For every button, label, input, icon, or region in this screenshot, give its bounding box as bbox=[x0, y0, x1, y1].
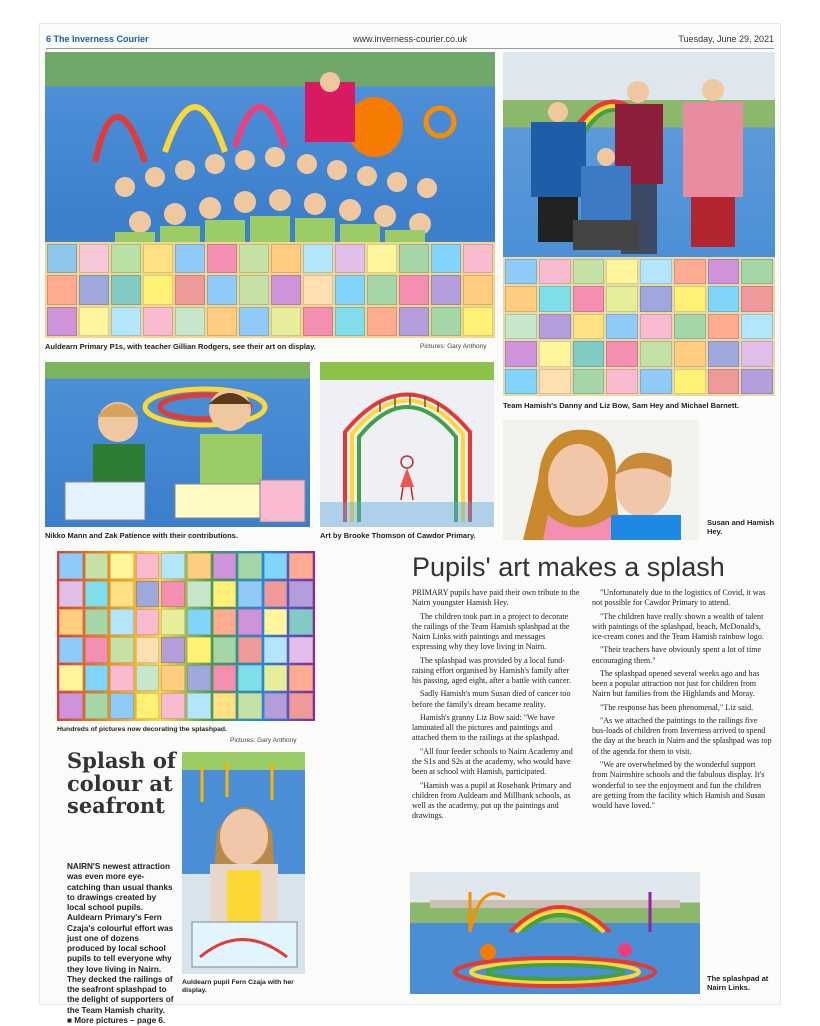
site-url: www.inverness-courier.co.uk bbox=[352, 34, 468, 44]
article-paragraph: "Hamish was a pupil at Rosebank Primary and children from Auldearn and Millbank schools, as well as the academy, put up the paintings and drawings. bbox=[412, 780, 571, 821]
article-paragraph: Sadly Hamish's mum Susan died of cancer too before the family's dream became reality. bbox=[412, 689, 571, 709]
photo-nikko-zak bbox=[45, 362, 310, 527]
kids-scene bbox=[45, 362, 310, 527]
article-paragraph: "Unfortunately due to the logistics of Covid, it was not possible for Cawdor Primary to attend. bbox=[592, 588, 766, 608]
portrait-scene bbox=[503, 420, 699, 540]
page-section: 6 The Inverness Courier bbox=[46, 34, 149, 44]
art-tiles bbox=[45, 242, 495, 338]
caption-photo1: Auldearn Primary P1s, with teacher Gillian Rodgers, see their art on display. bbox=[45, 342, 316, 351]
sidebar-more-link[interactable]: ■ More pictures – page 6. bbox=[67, 1015, 166, 1025]
rainbow-drawing bbox=[320, 362, 494, 527]
sidebar-para: They decked the railings of the seafront splashpad to the delight of supporters of the Team Hamish charity. bbox=[67, 974, 174, 1015]
article-paragraph: The splashpad opened several weeks ago and has been a popular attraction not just for children from Nairn but families from the Highlands and Moray. bbox=[592, 668, 760, 699]
photo-splashpad bbox=[410, 872, 700, 994]
caption-photo5: Susan and Hamish Hey. bbox=[707, 518, 775, 536]
caption-photo3: Nikko Mann and Zak Patience with their contributions. bbox=[45, 531, 238, 540]
article-paragraph: PRIMARY pupils have paid their own tribute to the Nairn youngster Hamish Hey. bbox=[412, 588, 580, 608]
credit-photo6: Pictures: Gary Anthony bbox=[230, 737, 297, 744]
caption-photo7: Auldearn pupil Fern Czaja with her display. bbox=[182, 979, 294, 995]
caption-photo6: Hundreds of pictures now decorating the splashpad. bbox=[57, 726, 227, 733]
article-paragraph: The children took part in a project to decorate the railings of the Team Hamish splashpad at the Nairn Links with paintings and messages expressing why they love living in Nairn. bbox=[412, 611, 570, 652]
article-paragraph: "The children have really shown a wealth of talent with paintings of the splashpad, beach, McDonald's, ice-cream cones and the Team Hamish rainbow logo. bbox=[592, 611, 764, 642]
sidebar-para: NAIRN'S newest attraction was even more eye-catching than usual thanks to drawings created by local school pupils. bbox=[67, 862, 173, 912]
article-paragraph: Hamish's granny Liz Bow said: "We have laminated all the pictures and paintings and attached them to the railings at the splashpad. bbox=[412, 712, 560, 743]
issue-date: Tuesday, June 29, 2021 bbox=[678, 34, 774, 44]
fern-scene bbox=[182, 752, 305, 974]
photo-susan-hamish bbox=[503, 420, 699, 540]
newspaper-page bbox=[40, 24, 780, 1025]
photo-team-hamish bbox=[503, 52, 775, 396]
article-paragraph: "Their teachers have obviously spent a lot of time encouraging them." bbox=[592, 645, 762, 665]
photo-brooke-art bbox=[320, 362, 494, 527]
header-rule bbox=[46, 48, 774, 49]
article-paragraph: "We are overwhelmed by the wonderful support from Nairnshire schools and the fabulous display. It's wonderful to see the enjoyment and fun the children are getting from the facility which Hamish and Susan would have loved." bbox=[592, 759, 766, 811]
article-column-2 bbox=[592, 588, 772, 814]
article-paragraph: "As we attached the paintings to the railings five bus-loads of children from Inverness arrived to spend the day at the beach in Nairn and the splashpad was top of the agenda for them to visit. bbox=[592, 715, 772, 756]
page-header bbox=[46, 34, 774, 48]
article-column-1 bbox=[412, 588, 580, 825]
photo-auldearn-class bbox=[45, 52, 495, 338]
article-paragraph: The splashpad was provided by a local fund-raising effort organised by Hamish's family after his passing, aged eight, after a battle with cancer. bbox=[412, 655, 571, 686]
sidebar-title: Splash of colour at seafront bbox=[67, 748, 176, 819]
art-tiles bbox=[503, 257, 775, 396]
credit-photo1: Pictures: Gary Anthony bbox=[420, 343, 487, 350]
sidebar-text bbox=[67, 862, 177, 1026]
article-headline: Pupils' art makes a splash bbox=[412, 552, 725, 582]
art-tiles bbox=[57, 551, 315, 721]
caption-photo4: Art by Brooke Thomson of Cawdor Primary. bbox=[320, 531, 476, 540]
article-paragraph: "All four feeder schools to Nairn Academy and the S1s and S2s at the academy, who would have been at school with Hamish, participated. bbox=[412, 746, 573, 777]
article-paragraph: "The response has been phenomenal," Liz said. bbox=[600, 702, 754, 712]
caption-photo8: The splashpad at Nairn Links. bbox=[707, 974, 769, 992]
sidebar-para: Auldearn Primary's Fern Czaja's colourful effort was just one of dozens produced by local school pupils to tell everyone why they love living in Nairn. bbox=[67, 913, 174, 974]
splashpad-scene bbox=[410, 872, 700, 994]
team-scene bbox=[503, 52, 775, 262]
photo-railings bbox=[57, 551, 315, 721]
photo-fern-czaja bbox=[182, 752, 305, 974]
caption-photo2: Team Hamish's Danny and Liz Bow, Sam Hey and Michael Barnett. bbox=[503, 401, 740, 410]
